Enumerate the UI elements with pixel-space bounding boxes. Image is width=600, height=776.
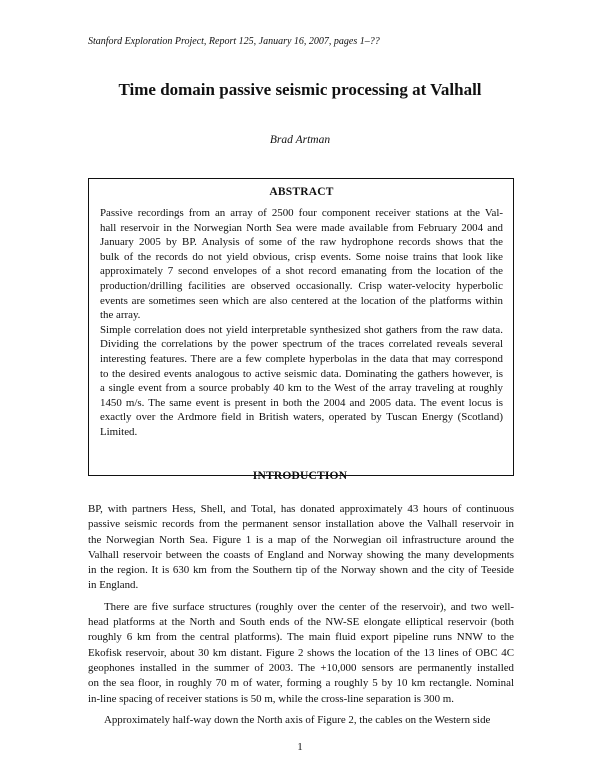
body-line: in the region. It is 630 km from the Southern tip of the Norway shown and the city of Teeside: [88, 564, 514, 577]
body-line: BP, with partners Hess, Shell, and Total, has donated approximately 43 hours of continuous: [88, 503, 514, 515]
paragraph-2: [88, 600, 514, 707]
body-line: geophones installed in the summer of 2003. The +10,000 sensors are permanently installed: [88, 661, 514, 674]
abstract-line: January 2005 by BP. Analysis of some of the raw hydrophone records shows that the: [100, 236, 503, 249]
abstract-line: 1450 m/s. The same event is present in both the 2004 and 2005 data. The event locus is: [100, 396, 503, 409]
body-line: Valhall reservoir between the coasts of England and Norway showing the many developments: [88, 548, 514, 561]
body-line: passive seismic records from the permanent sensor installation above the Valhall reservoir in: [88, 518, 514, 531]
abstract-line: exactly over the Ardmore field in British waters, operated by Tuscan Energy (Scotland): [100, 411, 503, 424]
abstract-line: bulk of the records do not yield obvious, crisp events. Some noise trains that look like: [100, 250, 503, 263]
abstract-line: production/drilling facilities are observed occasionally. Crisp water-velocity hyperbolic: [100, 279, 503, 292]
paragraph-1: [88, 502, 514, 594]
abstract-line: Limited.: [100, 425, 138, 438]
paper-title: Time domain passive seismic processing at Valhall: [118, 80, 482, 99]
abstract-line: Dividing the correlations by the power spectrum of the traces correlated reveals several: [100, 338, 503, 351]
body-line: head platforms at the North and South ends of the NW-SE elongate elliptical reservoir (both: [88, 616, 514, 629]
page-number: 1: [297, 741, 303, 753]
abstract-heading: ABSTRACT: [269, 186, 334, 198]
abstract-line: events are sometimes seen which are also centered at the location of the platforms within: [100, 294, 503, 307]
running-header: Stanford Exploration Project, Report 125, January 16, 2007, pages 1–??: [88, 36, 380, 47]
abstract-box: [88, 178, 514, 476]
body-line: the Norwegian North Sea. Figure 1 is a map of the Norwegian oil infrastructure around the: [88, 533, 514, 546]
body-line: roughly 6 km from the central platforms). The main fluid export pipeline runs NNW to the: [88, 631, 514, 644]
abstract-line: interesting features. There are a few complete hyperbolas in the data that may correspond: [100, 352, 503, 365]
abstract-line: the array.: [100, 309, 141, 322]
abstract-line: approximately 7 second envelopes of a shot record emanating from the location of the: [100, 265, 503, 278]
introduction-heading: INTRODUCTION: [252, 470, 348, 482]
paragraph-3: [88, 713, 514, 728]
body-line: Ekofisk reservoir, about 30 km distant. Figure 2 shows the location of the 13 lines of OBC 4C: [88, 646, 514, 659]
abstract-line: hall reservoir in the Norwegian North Sea were made available from February 2004 and: [100, 221, 503, 234]
abstract-line: to the desired events analogous to active seismic data. Dominating the gathers however, is: [100, 367, 503, 380]
abstract-line: a single event from a source probably 40 km to the West of the array traveling at roughly: [100, 382, 503, 395]
author-name: Brad Artman: [269, 134, 331, 146]
body-line: on the sea floor, in roughly 70 m of water, forming a roughly 5 by 10 km rectangle. Nominal: [88, 677, 514, 690]
body-line: in-line spacing of receiver stations is 50 m, while the cross-line separation is 300 m.: [88, 692, 454, 705]
abstract-line: Passive recordings from an array of 2500 four component receiver stations at the Val-: [100, 207, 503, 219]
body-line: in England.: [88, 579, 139, 592]
introduction-body: [88, 502, 514, 728]
abstract-line: Simple correlation does not yield interpretable synthesized shot gathers from the raw data.: [100, 323, 503, 336]
body-line: There are five surface structures (roughly over the center of the reservoir), and two well-: [104, 600, 514, 613]
body-line: Approximately half-way down the North axis of Figure 2, the cables on the Western side: [104, 713, 491, 726]
